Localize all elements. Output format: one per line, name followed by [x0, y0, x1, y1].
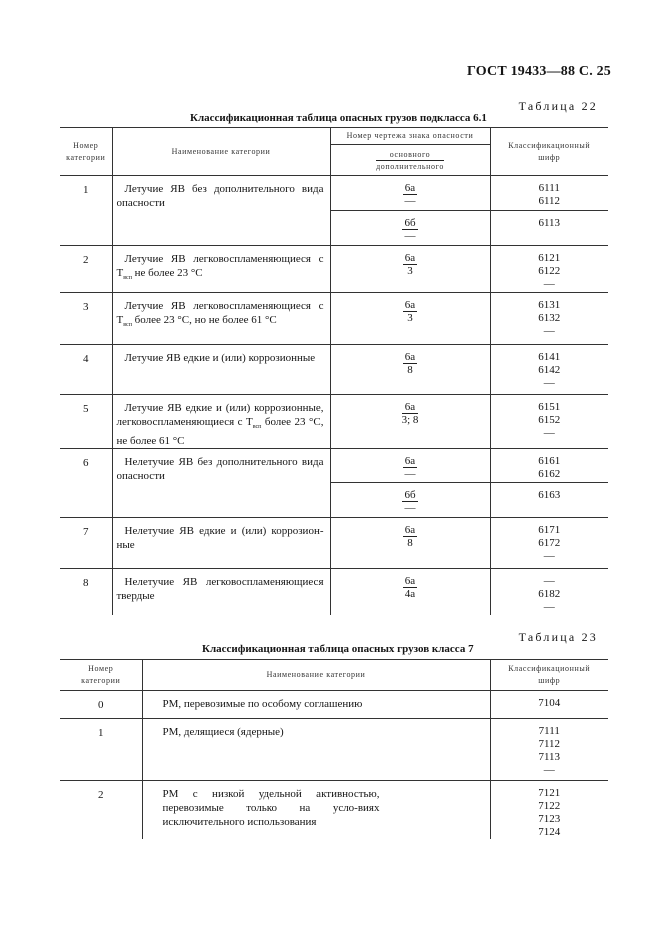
table-row: [60, 449, 608, 483]
t22-header-number: Номер категории: [60, 128, 112, 176]
row-codes: 6171 6172 —: [490, 518, 608, 569]
row-codes: 7104: [538, 697, 561, 709]
row-name: Летучие ЯВ едкие и (или) коррозионные, легковоспламеняющиеся с $T_{всп}$ более 23 °С, не более 61 °С: [112, 395, 330, 449]
row-codes: 6141 6142 —: [490, 345, 608, 395]
row-sign: $\frac{6а}{3}$: [330, 293, 490, 345]
table-row: [60, 395, 608, 449]
row-codes: 6161 6162: [490, 449, 608, 483]
t22-header-code: Классификационный шифр: [490, 128, 608, 176]
row-number: 4: [60, 345, 112, 395]
row-codes: 6151 6152 —: [490, 395, 608, 449]
row-name: РМ с низкой удельной активностью, перевозимые только на усло-виях исключительного использования: [142, 781, 490, 840]
row-sign: $\frac{6а}{—}$: [330, 176, 490, 211]
row-codes: — 6182 —: [490, 569, 608, 615]
row-number: 7: [60, 518, 112, 569]
t23-header-code: Классификационный шифр: [490, 660, 608, 691]
t22-header-name: Наименование категории: [112, 128, 330, 176]
row-number: 1: [60, 176, 112, 246]
row-sign: $\frac{6а}{4а}$: [330, 569, 490, 615]
table22-title: Классификационная таблица опасных грузов подкласса 6.1: [190, 112, 487, 124]
row-codes: 6121 6122 —: [490, 246, 608, 293]
page-header: ГОСТ 19433—88 С. 25: [467, 64, 611, 79]
t23-header-name: Наименование категории: [142, 660, 490, 691]
table-row: [60, 246, 608, 293]
t22-header-drawing: Номер чертежа знака опасности $\frac{\text{основного}}{\text{дополнительного}}$: [330, 128, 490, 176]
row-name: РМ, перевозимые по особому соглашению: [142, 691, 490, 719]
row-name: Летучие ЯВ легковоспламеняющиеся с $T_{всп}$ не более 23 °С: [112, 246, 330, 293]
row-codes: 6131 6132 —: [490, 293, 608, 345]
table-row: [60, 719, 608, 781]
table-row: [60, 293, 608, 345]
row-sign: $\frac{6б}{—}$: [330, 211, 490, 246]
row-name: Летучие ЯВ едкие и (или) коррозионные: [112, 345, 330, 395]
table-row: [60, 691, 608, 719]
row-number: 5: [60, 395, 112, 449]
row-sign: $\frac{6а}{3}$: [330, 246, 490, 293]
row-codes: 7121 7122 7123 7124: [490, 781, 608, 840]
row-codes: 7111 7112 7113 —: [490, 719, 608, 781]
table-row: [60, 176, 608, 211]
table22-label: Таблица 22: [518, 99, 598, 113]
row-name: Нелетучие ЯВ едкие и (или) коррозион-ные: [112, 518, 330, 569]
table23-title: Классификационная таблица опасных грузов класса 7: [202, 643, 474, 655]
row-sign: $\frac{6а}{—}$: [330, 449, 490, 483]
table23-label: Таблица 23: [518, 630, 598, 644]
row-sign: $\frac{6а}{3; 8}$: [330, 395, 490, 449]
row-sign: $\frac{6а}{8}$: [330, 345, 490, 395]
row-name: Летучие ЯВ без дополнительного вида опасности: [112, 176, 330, 246]
row-name: Нелетучие ЯВ легковоспламеняющиеся твердые: [112, 569, 330, 615]
row-number: 2: [60, 246, 112, 293]
row-name: Летучие ЯВ легковоспламеняющиеся с $T_{всп}$ более 23 °С, но не более 61 °С: [112, 293, 330, 345]
row-number: 8: [60, 569, 112, 615]
row-codes: 6111 6112: [538, 182, 561, 207]
table-row: [60, 781, 608, 840]
row-name: РМ, делящиеся (ядерные): [142, 719, 490, 781]
row-number: 2: [60, 781, 142, 840]
table-row: [60, 569, 608, 615]
row-sign: $\frac{6а}{8}$: [330, 518, 490, 569]
row-codes: 6113: [490, 211, 608, 246]
row-number: 1: [60, 719, 142, 781]
table-row: [60, 518, 608, 569]
row-name: Нелетучие ЯВ без дополнительного вида опасности: [112, 449, 330, 518]
table22: [60, 127, 608, 615]
table23: [60, 659, 608, 839]
row-number: 6: [60, 449, 112, 518]
row-number: 0: [60, 691, 142, 719]
t23-header-number: Номер категории: [60, 660, 142, 691]
row-codes: 6163: [490, 483, 608, 518]
row-sign: $\frac{6б}{—}$: [330, 483, 490, 518]
table-row: [60, 345, 608, 395]
row-number: 3: [60, 293, 112, 345]
